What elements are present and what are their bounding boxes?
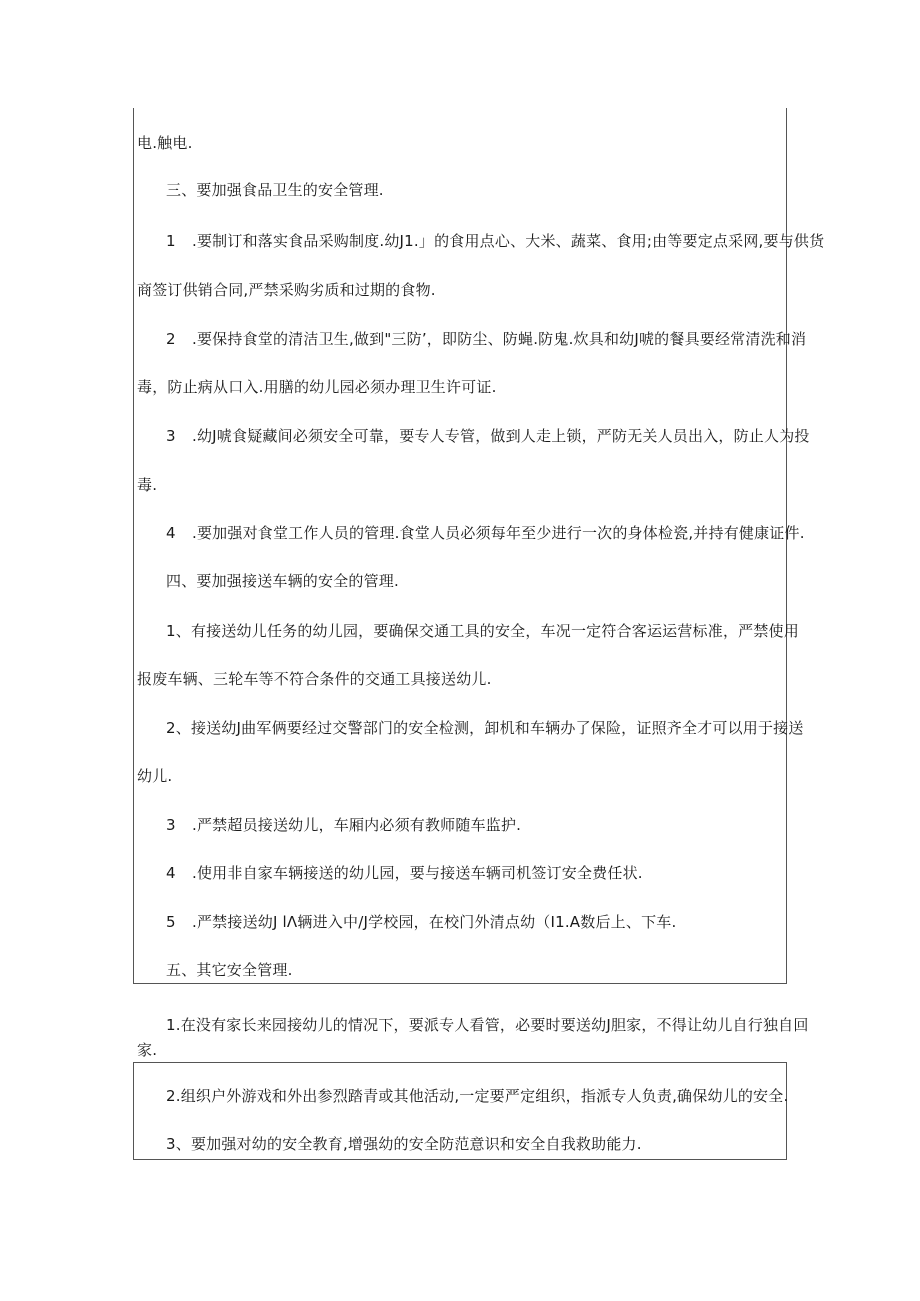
item-number: 3 xyxy=(166,427,176,445)
item-number: 4 xyxy=(166,524,176,542)
text-line: .要加强对食堂工作人员的管理.食堂人员必须每年至少进行一次的身体检瓷,并持有健康证件. xyxy=(192,524,805,542)
text-line: 2、接送幼J曲军俩要经过交警部门的安全检测，卸机和车辆办了保险，证照齐全才可以用于接送 xyxy=(166,719,804,737)
text-line: 幼儿. xyxy=(137,767,173,785)
text-line: 家. xyxy=(137,1041,158,1059)
section-heading-5: 五、其它安全管理. xyxy=(166,961,293,979)
section-heading-3: 三、要加强食品卫生的安全管理. xyxy=(166,181,384,199)
text-line: 毒，防止病从口入.用膳的幼儿园必须办理卫生许可证. xyxy=(137,378,497,396)
text-line: 报废车辆、三轮车等不符合条件的交通工具接送幼儿. xyxy=(137,670,492,688)
item-number: 2 xyxy=(166,330,176,348)
text-line: 商签订供销合同,严禁采购劣质和过期的食物. xyxy=(137,281,436,299)
item-number: 1 xyxy=(166,232,176,250)
text-line: 电.触电. xyxy=(137,134,193,152)
paragraph-3-2 xyxy=(166,329,806,349)
paragraph-4-4 xyxy=(166,863,643,883)
text-line: .严禁超员接送幼儿，车厢内必须有教师随车监护. xyxy=(192,816,522,834)
paragraph-3-3 xyxy=(166,426,810,446)
text-line: .幼J唬食疑藏间必须安全可靠，要专人专管，做到人走上锁，严防无关人员出入，防止人为投 xyxy=(192,427,810,445)
item-number: 5 xyxy=(166,913,176,931)
paragraph-4-5 xyxy=(166,912,676,932)
text-line: .要保持食堂的清洁卫生,做到"三防’，即防尘、防蝇.防鬼.炊具和幼J唬的餐具要经常清洗和消 xyxy=(192,330,807,348)
section-heading-4: 四、要加强接送车辆的安全的管理. xyxy=(166,572,399,590)
text-line: 毒. xyxy=(137,476,158,494)
item-number: 4 xyxy=(166,864,176,882)
paragraph-3-4 xyxy=(166,523,805,543)
paragraph-3-1 xyxy=(166,231,824,251)
text-line: .使用非自家车辆接送的幼儿园，要与接送车辆司机签订安全费任状. xyxy=(192,864,643,882)
text-line: .严禁接送幼J lΛ辆进入中/J学校园，在校门外清点幼（I1.A数后上、下车. xyxy=(192,913,677,931)
text-line: 1.在没有家长来园接幼儿的情况下，要派专人看管，必要时要送幼J胆家，不得让幼儿自行独自回 xyxy=(166,1016,809,1034)
text-line: 2.组织户外游戏和外出参烈踏青或其他活动,一定要严定组织，指派专人负责,确保幼儿的安全. xyxy=(166,1087,789,1105)
paragraph-4-3 xyxy=(166,815,521,835)
item-number: 3 xyxy=(166,816,176,834)
text-line: 3、要加强对幼的安全教育,增强幼的安全防范意识和安全自我救助能力. xyxy=(166,1135,642,1153)
text-line: 1、有接送幼儿任务的幼儿园，要确保交通工具的安全，车况一定符合客运运营标准，严禁使用 xyxy=(166,622,799,640)
text-line: .要制订和落实食品采购制度.幼J1.」的食用点心、大米、蔬菜、食用;由等要定点采网,要与供货 xyxy=(192,232,825,250)
